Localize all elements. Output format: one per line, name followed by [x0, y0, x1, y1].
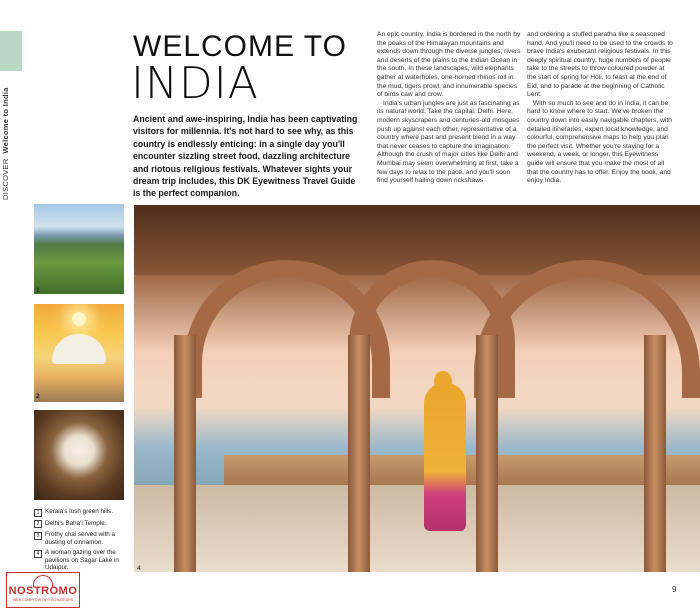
sun-icon: [72, 312, 86, 326]
photo-number: 4: [137, 565, 141, 572]
caption-item: 2 Delhi's Baha'i Temple.: [34, 520, 129, 529]
chai-photo: [34, 410, 124, 500]
body-paragraph: India's urban jungles are just as fascinating as its natural world. Take the capital, Delhi. Here, modern skyscrapers and centuries-old mosques push up against each other, representative of a country where past and present blend in a way that never ceases to capture the imagination. Although the crush of major cities like Delhi and Mumbai may seem overwhelming at first, take a few days to relax to the pace, and you'll soon find yourself hailing down rickshaws: [377, 99, 520, 185]
body-paragraph: With so much to see and do in India, it can be hard to know where to start. We've broken the country down into easily navigable chapters, with detailed itineraries, expert local knowledge, and colourful, comprehensive maps to help you plan the perfect visit. Whether you're staying for a weekend, a week, or longer, this Eyewitness guide will ensure that you make the most of all that the country has to offer. Enjoy the book, and enjoy India.: [527, 99, 672, 185]
section-tab: [0, 31, 22, 71]
woman-figure-shape: [424, 383, 466, 531]
body-paragraph: An epic country, India is bordered in the north by the peaks of the Himalayan mountains and extends down through the diverse jungles, rivers and deserts of the plains to the Indian Ocean in the south. In these landscapes, wild elephants gather at waterholes, one-horned rhinos roll in the mud, tigers prowl, and innumerable species of birds caw and crow.: [377, 31, 521, 99]
caption-item: 4 A woman gazing over the pavilions on Sagar Lake in Udaipur.: [34, 549, 129, 572]
body-column-1: [377, 31, 522, 186]
caption-item: 3 Frothy chai served with a dusting of cinnamon.: [34, 531, 129, 546]
page-number: 9: [672, 585, 677, 594]
bahai-temple-photo: [34, 304, 124, 402]
chapter-name: Welcome to India: [1, 87, 10, 154]
photo-number: 3: [36, 492, 40, 499]
floor-shape: [134, 485, 700, 572]
title-line-1: WELCOME TO: [133, 30, 347, 63]
kerala-hills-photo: [34, 204, 124, 294]
udaipur-pavilion-photo: [134, 205, 700, 572]
logo-name: NOSTROMO: [8, 585, 78, 597]
pillar-shape: [476, 335, 498, 572]
body-paragraph: and ordering a stuffed paratha like a seasoned hand. And you'll need to be used to the crowds to brave India's exuberant religious festivals. In this deeply spiritual country, huge numbers of people take to the streets to throw coloured powder at the start of spring for Holi, to feast at the end of Eid, and to parade at the beginning of Catholic Lent.: [527, 31, 673, 99]
temple-shape: [52, 334, 106, 364]
photo-number: 1: [36, 287, 40, 294]
watermark-logo: [6, 572, 80, 608]
photo-captions: [34, 508, 129, 575]
pillar-shape: [644, 335, 666, 572]
caption-item: 1 Kerala's lush green hills.: [34, 508, 129, 517]
pillar-shape: [348, 335, 370, 572]
title-line-2: INDIA: [131, 58, 259, 109]
photo-number: 2: [36, 393, 40, 400]
arch-shape: [474, 260, 700, 398]
pillar-shape: [174, 335, 196, 572]
logo-tagline: WEB COMPTOIR DES VOYAGEURS: [12, 598, 74, 602]
intro-paragraph: Ancient and awe-inspiring, India has been captivating visitors for millennia. It's not hard to see why, as this country is endlessly enticing: in a single day you'll encounter sizzling street food, dazzling architecture and riotous religious festivals. Whatever sights your dream trip includes, this DK Eyewitness Travel Guide is the perfect companion.: [133, 114, 358, 199]
body-column-2: [527, 31, 674, 186]
section-name: DISCOVER: [1, 158, 10, 200]
